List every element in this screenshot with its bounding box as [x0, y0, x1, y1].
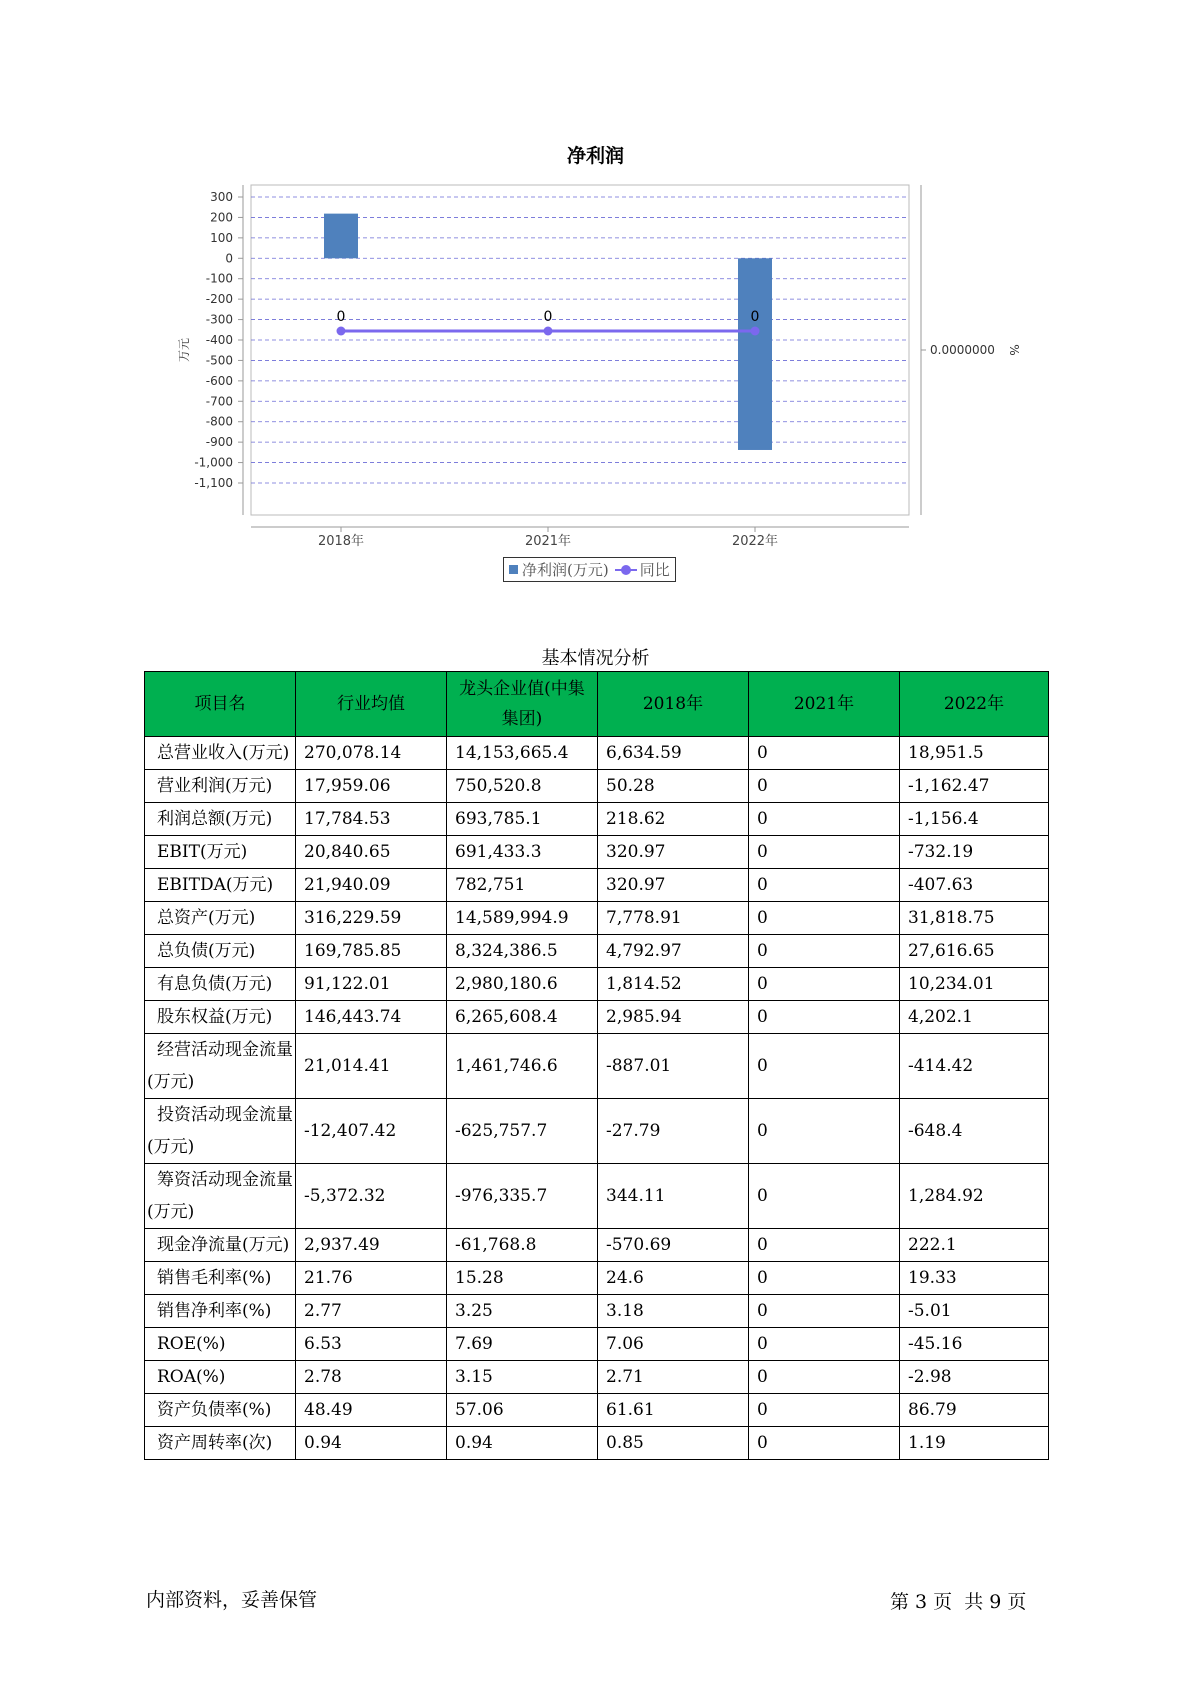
value-cell: -414.42	[900, 1034, 1049, 1099]
bar-2018年	[324, 214, 358, 259]
header-year-2018: 2018年	[598, 672, 749, 737]
y2-tick-label: 0.0000000	[930, 343, 995, 357]
row-label-cell: 现金净流量(万元)	[145, 1229, 296, 1262]
chart-title: 净利润	[566, 145, 624, 167]
row-label-cell: 有息负债(万元)	[145, 968, 296, 1001]
table-caption: 基本情况分析	[541, 648, 650, 669]
value-cell: 3.18	[598, 1295, 749, 1328]
value-cell: 0	[749, 803, 900, 836]
value-cell: 0	[749, 1229, 900, 1262]
value-cell: 0.94	[296, 1427, 447, 1460]
value-cell: 86.79	[900, 1394, 1049, 1427]
yoy-data-label: 0	[750, 309, 760, 325]
yoy-point	[337, 327, 346, 336]
value-cell: 2,985.94	[598, 1001, 749, 1034]
footer-page-number: 第 3 页 共 9 页	[890, 1591, 1027, 1613]
footer-confidential-note: 内部资料，妥善保管	[146, 1589, 318, 1611]
value-cell: 6,634.59	[598, 737, 749, 770]
value-cell: 8,324,386.5	[447, 935, 598, 968]
value-cell: 17,784.53	[296, 803, 447, 836]
table-row	[145, 770, 1049, 803]
value-cell: 6,265,608.4	[447, 1001, 598, 1034]
value-cell: 50.28	[598, 770, 749, 803]
legend-bar-swatch	[509, 565, 518, 574]
table-row	[145, 1295, 1049, 1328]
value-cell: -648.4	[900, 1099, 1049, 1164]
value-cell: 2.71	[598, 1361, 749, 1394]
value-cell: 7.69	[447, 1328, 598, 1361]
value-cell: -1,156.4	[900, 803, 1049, 836]
row-label-cell: ROA(%)	[145, 1361, 296, 1394]
value-cell: 2,980,180.6	[447, 968, 598, 1001]
value-cell: 0	[749, 869, 900, 902]
value-cell: 2.78	[296, 1361, 447, 1394]
value-cell: -1,162.47	[900, 770, 1049, 803]
value-cell: 344.11	[598, 1164, 749, 1229]
value-cell: 3.15	[447, 1361, 598, 1394]
y-tick-label: -100	[205, 271, 233, 286]
row-label-cell: ROE(%)	[145, 1328, 296, 1361]
yoy-point	[751, 327, 760, 336]
value-cell: 693,785.1	[447, 803, 598, 836]
value-cell: 21.76	[296, 1262, 447, 1295]
value-cell: 3.25	[447, 1295, 598, 1328]
value-cell: 316,229.59	[296, 902, 447, 935]
y-axis-label: 万元	[177, 337, 191, 363]
y-tick-label: -600	[205, 373, 233, 388]
value-cell: 14,153,665.4	[447, 737, 598, 770]
y-tick-label: 0	[225, 251, 233, 266]
value-cell: 21,940.09	[296, 869, 447, 902]
value-cell: 24.6	[598, 1262, 749, 1295]
legend-bar-label: 净利润(万元)	[522, 561, 609, 579]
value-cell: -61,768.8	[447, 1229, 598, 1262]
table-row	[145, 1099, 1049, 1164]
value-cell: 0	[749, 902, 900, 935]
y-tick-label: 300	[210, 190, 233, 204]
value-cell: 0	[749, 1099, 900, 1164]
value-cell: 17,959.06	[296, 770, 447, 803]
x-tick-label: 2021年	[524, 534, 572, 549]
x-axis-ticks	[318, 527, 778, 549]
header-year-2021: 2021年	[749, 672, 900, 737]
table-row	[145, 737, 1049, 770]
value-cell: 27,616.65	[900, 935, 1049, 968]
value-cell: 782,751	[447, 869, 598, 902]
y-tick-label: -1,100	[194, 476, 233, 490]
value-cell: 750,520.8	[447, 770, 598, 803]
row-label-cell: 销售毛利率(%)	[145, 1262, 296, 1295]
value-cell: -976,335.7	[447, 1164, 598, 1229]
row-label-cell: 经营活动现金流量(万元)	[145, 1034, 296, 1099]
value-cell: 222.1	[900, 1229, 1049, 1262]
value-cell: 0	[749, 1262, 900, 1295]
bar-2022年	[738, 258, 772, 450]
row-label-cell: 营业利润(万元)	[145, 770, 296, 803]
value-cell: 0	[749, 770, 900, 803]
table-row	[145, 968, 1049, 1001]
table-row	[145, 1164, 1049, 1229]
table-row	[145, 836, 1049, 869]
value-cell: 0	[749, 968, 900, 1001]
value-cell: -5,372.32	[296, 1164, 447, 1229]
legend-line-label: 同比	[639, 561, 670, 579]
value-cell: 320.97	[598, 869, 749, 902]
value-cell: 2,937.49	[296, 1229, 447, 1262]
value-cell: 14,589,994.9	[447, 902, 598, 935]
analysis-table	[144, 671, 1049, 1460]
y-tick-label: -1,000	[194, 455, 233, 470]
value-cell: 7.06	[598, 1328, 749, 1361]
value-cell: 0	[749, 737, 900, 770]
value-cell: 21,014.41	[296, 1034, 447, 1099]
value-cell: 10,234.01	[900, 968, 1049, 1001]
value-cell: 48.49	[296, 1394, 447, 1427]
value-cell: 31,818.75	[900, 902, 1049, 935]
table-row	[145, 1262, 1049, 1295]
value-cell: 691,433.3	[447, 836, 598, 869]
header-industry-avg: 行业均值	[296, 672, 447, 737]
row-label-cell: 总负债(万元)	[145, 935, 296, 968]
legend-line-swatch	[615, 565, 637, 575]
value-cell: 0	[749, 1361, 900, 1394]
value-cell: 1,284.92	[900, 1164, 1049, 1229]
y-tick-label: -500	[205, 353, 233, 368]
value-cell: -5.01	[900, 1295, 1049, 1328]
value-cell: 7,778.91	[598, 902, 749, 935]
value-cell: 19.33	[900, 1262, 1049, 1295]
yoy-data-label: 0	[543, 309, 553, 325]
row-label-cell: 资产周转率(次)	[145, 1427, 296, 1460]
value-cell: 57.06	[447, 1394, 598, 1427]
value-cell: -27.79	[598, 1099, 749, 1164]
y-tick-label: -700	[205, 394, 233, 409]
header-leader-value: 龙头企业值(中集集团)	[447, 672, 598, 737]
value-cell: 1,814.52	[598, 968, 749, 1001]
table-row	[145, 902, 1049, 935]
row-label-cell: 筹资活动现金流量(万元)	[145, 1164, 296, 1229]
header-item-name: 项目名	[145, 672, 296, 737]
value-cell: 91,122.01	[296, 968, 447, 1001]
value-cell: -2.98	[900, 1361, 1049, 1394]
value-cell: -732.19	[900, 836, 1049, 869]
y-tick-label: -300	[205, 312, 233, 327]
header-year-2022: 2022年	[900, 672, 1049, 737]
yoy-point	[544, 327, 553, 336]
value-cell: -625,757.7	[447, 1099, 598, 1164]
yoy-data-label: 0	[336, 309, 346, 325]
table-row	[145, 1001, 1049, 1034]
value-cell: 0	[749, 1164, 900, 1229]
value-cell: 0	[749, 1034, 900, 1099]
value-cell: 1.19	[900, 1427, 1049, 1460]
table-row	[145, 803, 1049, 836]
y-tick-label: -800	[205, 414, 233, 429]
value-cell: 61.61	[598, 1394, 749, 1427]
row-label-cell: 总资产(万元)	[145, 902, 296, 935]
table-row	[145, 1229, 1049, 1262]
value-cell: 6.53	[296, 1328, 447, 1361]
row-label-cell: 资产负债率(%)	[145, 1394, 296, 1427]
value-cell: 0	[749, 935, 900, 968]
table-row	[145, 869, 1049, 902]
y-tick-label: -900	[205, 435, 233, 450]
row-label-cell: EBIT(万元)	[145, 836, 296, 869]
value-cell: 0.85	[598, 1427, 749, 1460]
y-tick-label: 200	[210, 210, 233, 225]
value-cell: 15.28	[447, 1262, 598, 1295]
row-label-cell: 销售净利率(%)	[145, 1295, 296, 1328]
table-row	[145, 1034, 1049, 1099]
y-tick-label: 100	[210, 230, 233, 245]
table-row	[145, 1394, 1049, 1427]
chart-legend	[503, 557, 676, 582]
value-cell: 0	[749, 836, 900, 869]
value-cell: -407.63	[900, 869, 1049, 902]
y2-axis-label: %	[1007, 344, 1021, 356]
value-cell: 169,785.85	[296, 935, 447, 968]
value-cell: -12,407.42	[296, 1099, 447, 1164]
table-row	[145, 1328, 1049, 1361]
y-tick-label: -400	[205, 333, 233, 347]
table-body	[145, 737, 1049, 1460]
row-label-cell: 投资活动现金流量(万元)	[145, 1099, 296, 1164]
y-tick-label: -200	[205, 292, 233, 307]
value-cell: 0	[749, 1328, 900, 1361]
row-label-cell: 利润总额(万元)	[145, 803, 296, 836]
value-cell: 218.62	[598, 803, 749, 836]
x-tick-label: 2018年	[317, 534, 365, 549]
table-row	[145, 935, 1049, 968]
value-cell: 270,078.14	[296, 737, 447, 770]
net-profit-chart	[0, 0, 1191, 560]
value-cell: 1,461,746.6	[447, 1034, 598, 1099]
value-cell: -887.01	[598, 1034, 749, 1099]
value-cell: 2.77	[296, 1295, 447, 1328]
value-cell: 18,951.5	[900, 737, 1049, 770]
value-cell: 0	[749, 1394, 900, 1427]
value-cell: -45.16	[900, 1328, 1049, 1361]
row-label-cell: 总营业收入(万元)	[145, 737, 296, 770]
row-label-cell: EBITDA(万元)	[145, 869, 296, 902]
table-row	[145, 1427, 1049, 1460]
value-cell: 4,202.1	[900, 1001, 1049, 1034]
x-tick-label: 2022年	[731, 534, 779, 549]
value-cell: 0	[749, 1427, 900, 1460]
value-cell: 4,792.97	[598, 935, 749, 968]
value-cell: 0	[749, 1001, 900, 1034]
value-cell: 20,840.65	[296, 836, 447, 869]
value-cell: 146,443.74	[296, 1001, 447, 1034]
y-axis-ticks	[194, 190, 243, 490]
value-cell: -570.69	[598, 1229, 749, 1262]
row-label-cell: 股东权益(万元)	[145, 1001, 296, 1034]
value-cell: 0	[749, 1295, 900, 1328]
value-cell: 0.94	[447, 1427, 598, 1460]
table-row	[145, 1361, 1049, 1394]
table-header-row	[145, 672, 1049, 737]
value-cell: 320.97	[598, 836, 749, 869]
